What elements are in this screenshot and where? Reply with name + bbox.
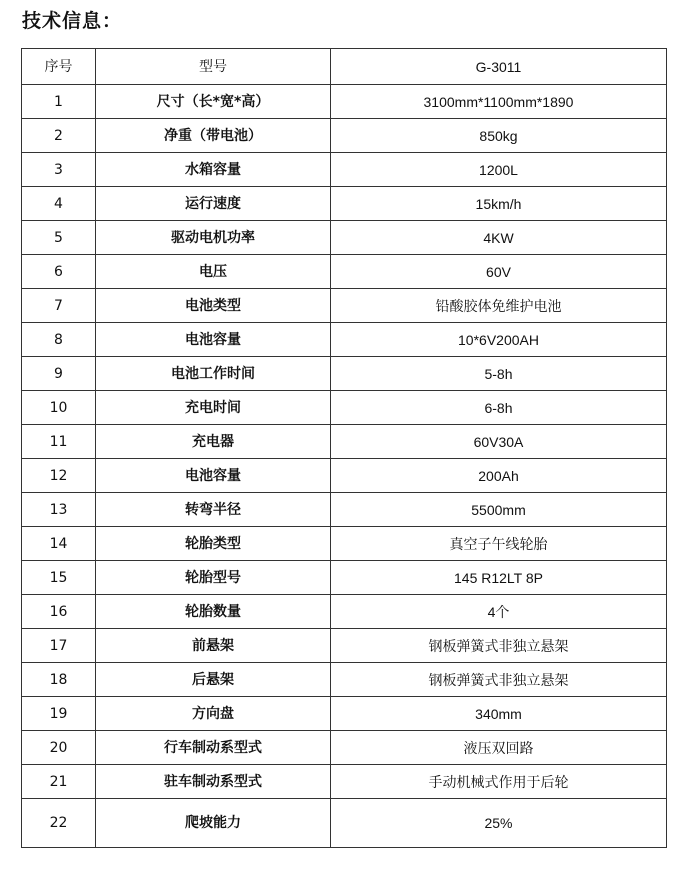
spec-name: 电池容量 bbox=[96, 459, 331, 493]
table-row bbox=[22, 459, 667, 493]
spec-value: 850kg bbox=[331, 119, 667, 153]
spec-value: 钢板弹簧式非独立悬架 bbox=[331, 629, 667, 663]
spec-value: 真空子午线轮胎 bbox=[331, 527, 667, 561]
row-number: 19 bbox=[22, 697, 96, 731]
spec-name: 爬坡能力 bbox=[96, 799, 331, 848]
table-row bbox=[22, 595, 667, 629]
table-row bbox=[22, 663, 667, 697]
spec-value: 4个 bbox=[331, 595, 667, 629]
header-model-label: 型号 bbox=[96, 49, 331, 85]
spec-value: 340mm bbox=[331, 697, 667, 731]
spec-name: 驻车制动系型式 bbox=[96, 765, 331, 799]
row-number: 4 bbox=[22, 187, 96, 221]
row-number: 9 bbox=[22, 357, 96, 391]
table-row bbox=[22, 697, 667, 731]
spec-name: 轮胎类型 bbox=[96, 527, 331, 561]
table-row bbox=[22, 561, 667, 595]
spec-name: 轮胎数量 bbox=[96, 595, 331, 629]
table-row bbox=[22, 765, 667, 799]
spec-name: 充电器 bbox=[96, 425, 331, 459]
spec-value: 4KW bbox=[331, 221, 667, 255]
row-number: 15 bbox=[22, 561, 96, 595]
spec-name: 方向盘 bbox=[96, 697, 331, 731]
table-header-row bbox=[22, 49, 667, 85]
header-no: 序号 bbox=[22, 49, 96, 85]
spec-value: 手动机械式作用于后轮 bbox=[331, 765, 667, 799]
table-row bbox=[22, 493, 667, 527]
row-number: 16 bbox=[22, 595, 96, 629]
row-number: 3 bbox=[22, 153, 96, 187]
table-row bbox=[22, 357, 667, 391]
table-row bbox=[22, 731, 667, 765]
spec-name: 转弯半径 bbox=[96, 493, 331, 527]
spec-value: 钢板弹簧式非独立悬架 bbox=[331, 663, 667, 697]
spec-name: 后悬架 bbox=[96, 663, 331, 697]
table-row bbox=[22, 187, 667, 221]
spec-name: 电池工作时间 bbox=[96, 357, 331, 391]
spec-name: 净重（带电池） bbox=[96, 119, 331, 153]
table-row bbox=[22, 527, 667, 561]
row-number: 14 bbox=[22, 527, 96, 561]
spec-table-body bbox=[22, 49, 667, 848]
spec-name: 尺寸（长*宽*高） bbox=[96, 85, 331, 119]
table-row bbox=[22, 391, 667, 425]
spec-value: 3100mm*1100mm*1890 bbox=[331, 85, 667, 119]
spec-value: 145 R12LT 8P bbox=[331, 561, 667, 595]
spec-value: 铅酸胶体免维护电池 bbox=[331, 289, 667, 323]
row-number: 12 bbox=[22, 459, 96, 493]
row-number: 21 bbox=[22, 765, 96, 799]
spec-value: 200Ah bbox=[331, 459, 667, 493]
row-number: 1 bbox=[22, 85, 96, 119]
table-row bbox=[22, 255, 667, 289]
row-number: 13 bbox=[22, 493, 96, 527]
spec-value: 10*6V200AH bbox=[331, 323, 667, 357]
spec-name: 行车制动系型式 bbox=[96, 731, 331, 765]
row-number: 5 bbox=[22, 221, 96, 255]
table-row bbox=[22, 629, 667, 663]
spec-name: 电池类型 bbox=[96, 289, 331, 323]
spec-value: 5-8h bbox=[331, 357, 667, 391]
table-row bbox=[22, 323, 667, 357]
row-number: 20 bbox=[22, 731, 96, 765]
spec-value: 15km/h bbox=[331, 187, 667, 221]
table-row bbox=[22, 119, 667, 153]
row-number: 6 bbox=[22, 255, 96, 289]
spec-name: 水箱容量 bbox=[96, 153, 331, 187]
table-row bbox=[22, 799, 667, 848]
row-number: 11 bbox=[22, 425, 96, 459]
spec-name: 前悬架 bbox=[96, 629, 331, 663]
table-row bbox=[22, 85, 667, 119]
row-number: 7 bbox=[22, 289, 96, 323]
row-number: 8 bbox=[22, 323, 96, 357]
spec-name: 电压 bbox=[96, 255, 331, 289]
spec-name: 驱动电机功率 bbox=[96, 221, 331, 255]
page-title: 技术信息： bbox=[22, 10, 123, 32]
spec-name: 电池容量 bbox=[96, 323, 331, 357]
spec-name: 轮胎型号 bbox=[96, 561, 331, 595]
spec-table bbox=[21, 48, 667, 848]
spec-value: 60V bbox=[331, 255, 667, 289]
row-number: 22 bbox=[22, 799, 96, 848]
table-row bbox=[22, 221, 667, 255]
table-row bbox=[22, 425, 667, 459]
row-number: 10 bbox=[22, 391, 96, 425]
row-number: 2 bbox=[22, 119, 96, 153]
row-number: 17 bbox=[22, 629, 96, 663]
spec-name: 充电时间 bbox=[96, 391, 331, 425]
spec-value: 60V30A bbox=[331, 425, 667, 459]
spec-value: 5500mm bbox=[331, 493, 667, 527]
table-row bbox=[22, 153, 667, 187]
row-number: 18 bbox=[22, 663, 96, 697]
header-model-value: G-3011 bbox=[331, 49, 667, 85]
spec-value: 1200L bbox=[331, 153, 667, 187]
spec-value: 液压双回路 bbox=[331, 731, 667, 765]
spec-value: 25% bbox=[331, 799, 667, 848]
table-row bbox=[22, 289, 667, 323]
spec-name: 运行速度 bbox=[96, 187, 331, 221]
spec-value: 6-8h bbox=[331, 391, 667, 425]
